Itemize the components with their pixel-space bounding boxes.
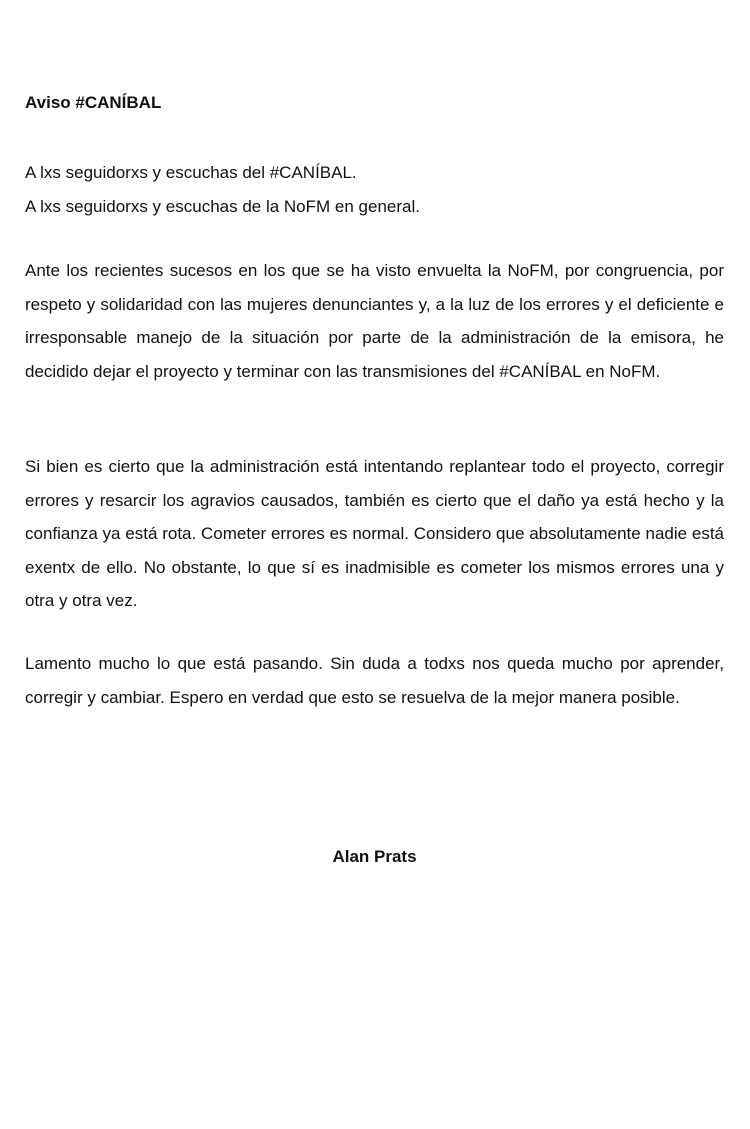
paragraph: Lamento mucho lo que está pasando. Sin duda a todxs nos queda mucho por aprender, corregir y cambiar. Espero en verdad que esto se resuelva de la mejor manera posible. <box>25 654 724 707</box>
addressee-line: A lxs seguidorxs y escuchas de la NoFM en general. <box>25 196 420 216</box>
paragraph: Si bien es cierto que la administración está intentando replantear todo el proyecto, corregir errores y resarcir los agravios causados, también es cierto que el daño ya está hecho y la confianza ya está rota. Cometer errores es normal. Considero que absolutamente nadie está exentx de ello. No obstante, lo que sí es inadmisible es cometer los mismos errores una y otra y otra vez. <box>25 457 724 610</box>
document-title: Aviso #CANÍBAL <box>25 93 162 112</box>
addressees <box>25 156 724 223</box>
document-page <box>25 0 724 1129</box>
signature: Alan Prats <box>332 847 417 866</box>
paragraph: Ante los recientes sucesos en los que se ha visto envuelta la NoFM, por congruencia, por respeto y solidaridad con las mujeres denunciantes y, a la luz de los errores y el deficiente e irresponsable manejo de la situación por parte de la administración de la emisora, he decidido dejar el proyecto y terminar con las transmisiones del #CANÍBAL en NoFM. <box>25 261 724 381</box>
addressee-line: A lxs seguidorxs y escuchas del #CANÍBAL. <box>25 163 357 182</box>
